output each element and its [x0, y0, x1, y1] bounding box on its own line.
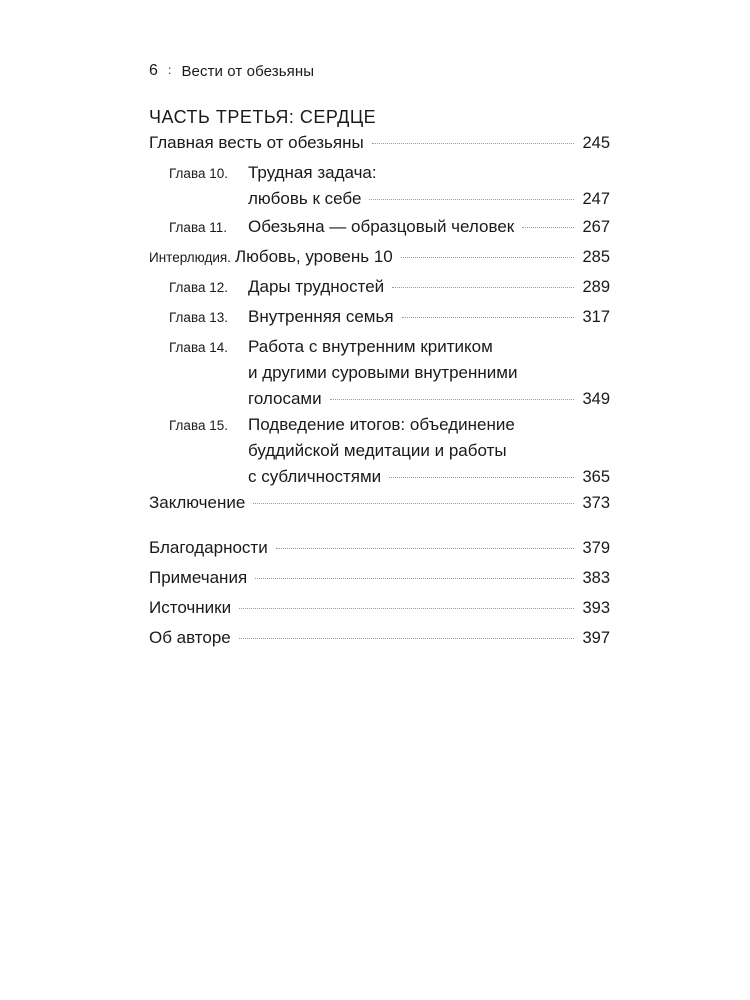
dot-leader — [372, 142, 575, 144]
toc-entry-page: 247 — [582, 190, 610, 208]
book-title: Вести от обезьяны — [181, 62, 315, 80]
toc-entry-sources[interactable] — [149, 598, 610, 624]
toc-entry-page: 289 — [582, 278, 610, 296]
toc-entry-notes[interactable] — [149, 568, 610, 594]
toc-entry-title-line: любовь к себе — [248, 189, 362, 208]
toc-entry-chapter-15[interactable] — [149, 415, 610, 493]
toc-entry-title: Главная весть от обезьяны — [149, 133, 364, 152]
toc-entry-title-line: и другими суровыми внутренними — [248, 363, 518, 382]
toc-entry-page: 373 — [582, 494, 610, 512]
chapter-label: Глава 13. — [169, 310, 228, 325]
toc-entry-interlude[interactable] — [149, 247, 610, 273]
toc-entry-chapter-10[interactable] — [149, 163, 610, 215]
chapter-label: Глава 15. — [169, 418, 228, 433]
part-heading: ЧАСТЬ ТРЕТЬЯ: СЕРДЦЕ — [149, 107, 377, 127]
dot-leader — [255, 577, 574, 579]
dot-leader — [401, 256, 575, 258]
toc-entry-about-author[interactable] — [149, 628, 610, 654]
toc-entry-title-line: с субличностями — [248, 467, 382, 486]
toc-entry-title-line: Работа с внутренним критиком — [248, 337, 493, 356]
toc-entry-title: Дары трудностей — [248, 277, 385, 296]
dot-leader — [276, 547, 575, 549]
toc-entry-title-line: Подведение итогов: объединение — [248, 415, 515, 434]
toc-entry-title-line: голосами — [248, 389, 322, 408]
toc-entry-title-line: буддийской медитации и работы — [248, 441, 507, 460]
dot-leader — [392, 286, 574, 288]
toc-entry-acknowledgements[interactable] — [149, 538, 610, 564]
chapter-label: Глава 14. — [169, 340, 228, 355]
dot-leader — [239, 637, 575, 639]
toc-entry-chapter-13[interactable] — [149, 307, 610, 333]
toc-entry-title: Любовь, уровень 10 — [234, 247, 393, 266]
chapter-label: Глава 12. — [169, 280, 228, 295]
toc-entry-page: 379 — [582, 539, 610, 557]
toc-entry-conclusion[interactable] — [149, 493, 610, 519]
toc-entry-page: 393 — [582, 599, 610, 617]
running-header — [149, 62, 314, 80]
header-separator: : — [168, 63, 172, 77]
toc-entry-page: 245 — [582, 134, 610, 152]
toc-entry-main-message[interactable] — [149, 133, 610, 159]
chapter-label: Глава 11. — [169, 220, 227, 235]
toc-entry-chapter-14[interactable] — [149, 337, 610, 415]
dot-leader — [239, 607, 574, 609]
toc-entry-page: 285 — [582, 248, 610, 266]
toc-entry-chapter-11[interactable] — [149, 217, 610, 243]
toc-entry-title: Обезьяна — образцовый человек — [248, 217, 515, 236]
dot-leader — [402, 316, 575, 318]
toc-entry-title: Благодарности — [149, 538, 268, 557]
interlude-label: Интерлюдия. — [149, 250, 231, 265]
toc-entry-chapter-12[interactable] — [149, 277, 610, 303]
toc-entry-page: 383 — [582, 569, 610, 587]
toc-entry-page: 365 — [582, 468, 610, 486]
page-number: 6 — [149, 62, 158, 79]
dot-leader — [369, 198, 574, 200]
toc-entry-page: 267 — [582, 218, 610, 236]
dot-leader — [330, 398, 575, 400]
dot-leader — [389, 476, 574, 478]
dot-leader — [253, 502, 574, 504]
dot-leader — [522, 226, 574, 228]
toc-entry-title: Примечания — [149, 568, 248, 587]
toc-entry-title: Источники — [149, 598, 232, 617]
toc-entry-title-line: Трудная задача: — [248, 163, 377, 182]
toc-entry-title: Заключение — [149, 493, 246, 512]
toc-entry-page: 349 — [582, 390, 610, 408]
toc-entry-page: 397 — [582, 629, 610, 647]
toc-entry-title: Об авторе — [149, 628, 231, 647]
chapter-label: Глава 10. — [169, 166, 228, 181]
toc-entry-title: Внутренняя семья — [248, 307, 394, 326]
toc-entry-page: 317 — [582, 308, 610, 326]
